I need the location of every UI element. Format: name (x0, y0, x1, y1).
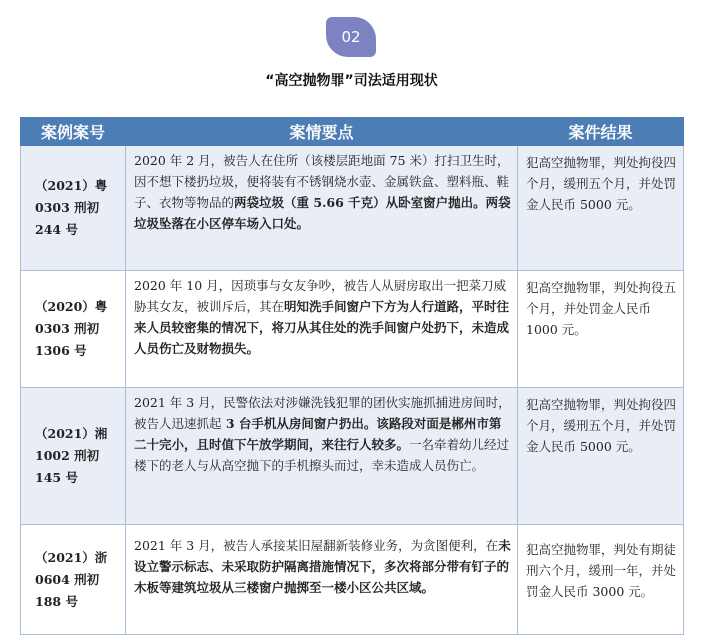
header-case-result: 案件结果 (518, 118, 684, 146)
case-number-line: 0604 刑初 (35, 571, 100, 587)
case-number-line: （2021）粤 (35, 178, 108, 193)
detail-emphasis: 两袋垃圾（重 5.66 千克）从卧室窗户抛出。两袋垃圾坠落在小区停车场入口处。 (134, 195, 511, 231)
table-row (21, 146, 684, 271)
case-number-line: （2021）浙 (35, 549, 108, 565)
case-number-line: 188 号 (35, 593, 78, 609)
case-number-line: 1002 刑初 (35, 448, 100, 463)
case-number-cell (21, 146, 126, 271)
table-row (21, 271, 684, 388)
case-number-line: 145 号 (35, 470, 78, 485)
case-number-line: 244 号 (35, 222, 78, 237)
case-result-cell: 犯高空抛物罪，判处拘役四个月，缓刑五个月，并处罚金人民币 5000 元。 (518, 388, 684, 525)
case-result-cell: 犯高空抛物罪，判处拘役四个月，缓刑五个月，并处罚金人民币 5000 元。 (518, 146, 684, 271)
section-number-badge: 02 (326, 17, 376, 57)
case-number-cell (21, 271, 126, 388)
detail-emphasis: 明知洗手间窗户下方为人行道路，平时往来人员较密集的情况下，将刀从其住处的洗手间窗户处扔下，未造成人员伤亡及财物损失。 (134, 299, 510, 356)
section-subtitle: “高空抛物罪”司法适用现状 (265, 73, 438, 89)
case-result-cell: 犯高空抛物罪，判处有期徒刑六个月，缓刑一年，并处罚金人民币 3000 元。 (518, 525, 684, 635)
case-number-cell (21, 388, 126, 525)
header-case-number: 案例案号 (21, 118, 126, 146)
case-number-line: （2020）粤 (35, 299, 108, 314)
detail-emphasis: 3 台手机从房间窗户扔出。该路段对面是郴州市第二十完小，且时值下午放学期间，来往行人较多。 (134, 416, 502, 452)
detail-text: 2021 年 3 月，被告人承接某旧屋翻新装修业务，为贪图便利，在 (134, 538, 499, 553)
case-details-cell (126, 525, 518, 635)
detail-text: 2021 年 3 月，民警依法对涉嫌洗钱犯罪的团伙实施抓捕进房间时，被告人迅速抓起 (134, 395, 511, 431)
table-header-row (21, 118, 684, 146)
case-table (20, 117, 684, 635)
detail-emphasis: 未设立警示标志、未采取防护隔离措施情况下，多次将部分带有钉子的木板等建筑垃圾从三楼窗户抛掷至一楼小区公共区域。 (134, 538, 511, 595)
case-number-line: 0303 刑初 (35, 321, 100, 336)
table-row (21, 525, 684, 635)
detail-text: 一名牵着幼儿经过楼下的老人与从高空抛下的手机擦头而过，幸未造成人员伤亡。 (134, 437, 510, 473)
header-case-details: 案情要点 (126, 118, 518, 146)
case-details-cell (126, 388, 518, 525)
case-details-cell (126, 146, 518, 271)
case-result-cell: 犯高空抛物罪，判处拘役五个月，并处罚金人民币 1000 元。 (518, 271, 684, 388)
table-row (21, 388, 684, 525)
detail-text: 2020 年 10 月，因琐事与女友争吵，被告人从厨房取出一把菜刀威胁其女友，被训斥后，其在 (134, 278, 507, 314)
case-number-cell (21, 525, 126, 635)
case-details-cell (126, 271, 518, 388)
case-number-line: （2021）湘 (35, 426, 108, 441)
case-number-line: 0303 刑初 (35, 200, 100, 215)
case-number-line: 1306 号 (35, 343, 87, 358)
detail-text: 2020 年 2 月，被告人在住所（该楼层距地面 75 米）打扫卫生时，因不想下楼扔垃圾，便将装有不锈钢烧水壶、金属铁盒、塑料瓶、鞋子、衣物等物品的 (134, 153, 510, 210)
